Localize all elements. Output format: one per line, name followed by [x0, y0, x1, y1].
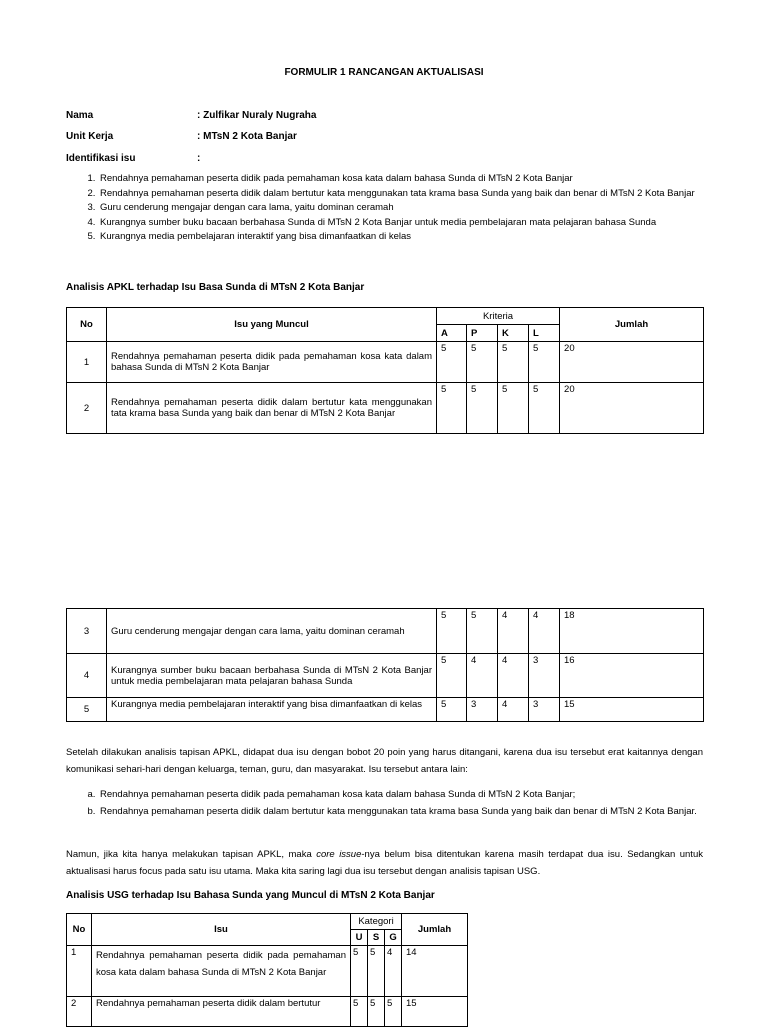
col-header-jumlah: Jumlah	[560, 308, 704, 342]
col-header-u: U	[351, 930, 368, 946]
apkl-heading: Analisis APKL terhadap Isu Basa Sunda di MTsN 2 Kota Banjar	[66, 282, 365, 293]
page-title: FORMULIR 1 RANCANGAN AKTUALISASI	[284, 67, 484, 78]
col-header-a: A	[437, 325, 467, 342]
table-row	[67, 654, 704, 698]
row-p: 3	[467, 698, 498, 722]
table-row	[67, 609, 704, 654]
unit-label: Unit Kerja	[66, 131, 114, 142]
row-k: 5	[498, 383, 529, 434]
row-p: 4	[467, 654, 498, 698]
list-item: 1. Rendahnya pemahaman peserta didik pada pemahaman kosa kata dalam bahasa Sunda di MTsN 2 Kota Banjar	[98, 172, 738, 187]
table-row	[67, 997, 468, 1027]
row-g: 5	[385, 997, 402, 1027]
table-row	[67, 698, 704, 722]
row-isu: Rendahnya pemahaman peserta didik dalam bertutur kata menggunakan tata krama basa Sunda yang baik dan benar di MTsN 2 Kota Banjar	[107, 383, 437, 434]
row-isu: Rendahnya pemahaman peserta didik pada pemahaman kosa kata dalam bahasa Sunda di MTsN 2 Kota Banjar	[92, 946, 351, 997]
analysis-paragraph-1: Setelah dilakukan analisis tapisan APKL, didapat dua isu dengan bobot 20 poin yang harus ditangani, karena dua isu tersebut erat kaitannya dengan komunikasi sehari-hari dengan keluarga, teman, guru, dan masyarakat. Isu tersebut antara lain:	[66, 747, 703, 775]
table-row	[67, 946, 468, 997]
apkl-table-continued	[66, 608, 704, 722]
table-row	[67, 342, 704, 383]
row-no: 3	[67, 609, 107, 654]
row-g: 4	[385, 946, 402, 997]
usg-heading: Analisis USG terhadap Isu Bahasa Sunda yang Muncul di MTsN 2 Kota Banjar	[66, 890, 435, 901]
col-header-kriteria: Kriteria	[437, 308, 560, 325]
list-item: 3. Guru cenderung mengajar dengan cara lama, yaitu dominan ceramah	[98, 201, 738, 216]
col-header-no: No	[67, 914, 92, 946]
row-a: 5	[437, 698, 467, 722]
row-no: 2	[67, 383, 107, 434]
list-item: a. Rendahnya pemahaman peserta didik pada pemahaman kosa kata dalam bahasa Sunda di MTsN 2 Kota Banjar;	[98, 786, 735, 803]
apkl-table	[66, 307, 704, 434]
row-p: 5	[467, 342, 498, 383]
row-isu: Kurangnya sumber buku bacaan berbahasa Sunda di MTsN 2 Kota Banjar untuk media pembelajaran mata pelajaran bahasa Sunda	[107, 654, 437, 698]
row-no: 5	[67, 698, 107, 722]
row-l: 3	[529, 654, 560, 698]
row-jumlah: 15	[402, 997, 468, 1027]
row-s: 5	[368, 997, 385, 1027]
issue-list	[66, 172, 738, 245]
row-l: 4	[529, 609, 560, 654]
row-s: 5	[368, 946, 385, 997]
selected-issues-list	[66, 786, 735, 820]
col-header-p: P	[467, 325, 498, 342]
row-a: 5	[437, 654, 467, 698]
row-isu: Rendahnya pemahaman peserta didik pada pemahaman kosa kata dalam bahasa Sunda di MTsN 2 Kota Banjar	[107, 342, 437, 383]
row-a: 5	[437, 609, 467, 654]
list-item: b. Rendahnya pemahaman peserta didik dalam bertutur kata menggunakan tata krama basa Sunda yang baik dan benar di MTsN 2 Kota Banjar.	[98, 803, 735, 820]
table-row	[67, 383, 704, 434]
row-jumlah: 15	[560, 698, 704, 722]
list-item: 5. Kurangnya media pembelajaran interaktif yang bisa dimanfaatkan di kelas	[98, 230, 738, 245]
row-jumlah: 16	[560, 654, 704, 698]
col-header-s: S	[368, 930, 385, 946]
col-header-isu: Isu yang Muncul	[107, 308, 437, 342]
row-k: 4	[498, 609, 529, 654]
row-a: 5	[437, 383, 467, 434]
row-u: 5	[351, 997, 368, 1027]
col-header-g: G	[385, 930, 402, 946]
row-jumlah: 20	[560, 383, 704, 434]
row-k: 4	[498, 698, 529, 722]
row-isu: Rendahnya pemahaman peserta didik dalam bertutur	[92, 997, 351, 1027]
list-item: 4. Kurangnya sumber buku bacaan berbahasa Sunda di MTsN 2 Kota Banjar untuk media pembelajaran mata pelajaran bahasa Sunda	[98, 216, 738, 231]
row-l: 3	[529, 698, 560, 722]
row-jumlah: 20	[560, 342, 704, 383]
row-jumlah: 14	[402, 946, 468, 997]
list-item: 2. Rendahnya pemahaman peserta didik dalam bertutur kata menggunakan tata krama basa Sunda yang baik dan benar di MTsN 2 Kota Banjar	[98, 187, 738, 202]
issue-identification-colon: :	[197, 153, 201, 164]
name-label: Nama	[66, 110, 94, 121]
analysis-paragraph-2	[66, 846, 703, 880]
row-a: 5	[437, 342, 467, 383]
col-header-no: No	[67, 308, 107, 342]
row-p: 5	[467, 609, 498, 654]
row-l: 5	[529, 342, 560, 383]
row-jumlah: 18	[560, 609, 704, 654]
row-l: 5	[529, 383, 560, 434]
row-k: 4	[498, 654, 529, 698]
row-isu: Guru cenderung mengajar dengan cara lama, yaitu dominan ceramah	[107, 609, 437, 654]
col-header-l: L	[529, 325, 560, 342]
col-header-kategori: Kategori	[351, 914, 402, 930]
row-no: 1	[67, 342, 107, 383]
row-no: 1	[67, 946, 92, 997]
paragraph-text-end: -nya belum bisa ditentukan karena masih terdapat dua isu. Sedangkan untuk aktualisasi harus focus pada satu isu utama. Maka kita saring lagi dua isu tersebut dengan analisis tapisan USG.	[66, 849, 703, 877]
issue-identification-label: Identifikasi isu	[66, 153, 136, 164]
name-value: : Zulfikar Nuraly Nugraha	[197, 110, 317, 121]
row-isu: Kurangnya media pembelajaran interaktif yang bisa dimanfaatkan di kelas	[107, 698, 437, 722]
row-k: 5	[498, 342, 529, 383]
row-no: 2	[67, 997, 92, 1027]
row-no: 4	[67, 654, 107, 698]
paragraph-text-start: Namun, jika kita hanya melakukan tapisan APKL, maka	[66, 849, 317, 860]
row-p: 5	[467, 383, 498, 434]
col-header-k: K	[498, 325, 529, 342]
row-u: 5	[351, 946, 368, 997]
core-issue-term: core issue	[316, 849, 362, 860]
col-header-jumlah: Jumlah	[402, 914, 468, 946]
unit-value: : MTsN 2 Kota Banjar	[197, 131, 297, 142]
col-header-isu: Isu	[92, 914, 351, 946]
usg-table	[66, 913, 468, 1027]
